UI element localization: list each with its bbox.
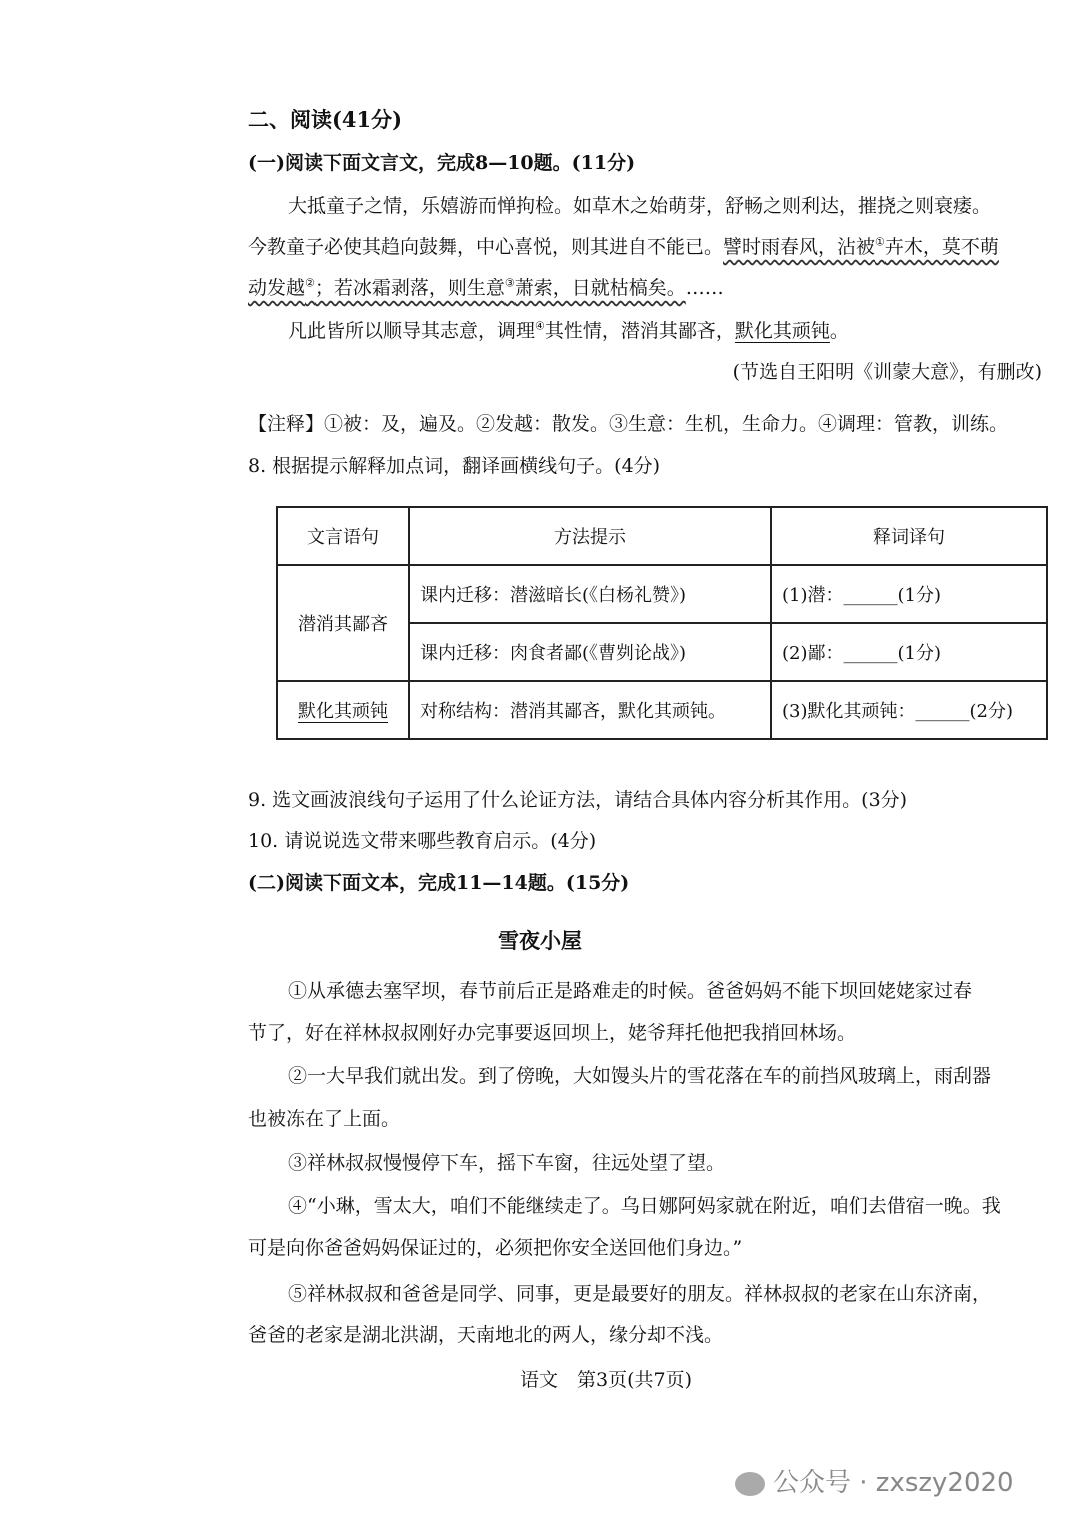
question-8: 8. 根据提示解释加点词，翻译画横线句子。(4分) — [248, 455, 661, 477]
passage-line: 动发越②；若冰霜剥落，则生意③萧索，日就枯槁矣。…… — [248, 276, 724, 299]
answer-blank: (1)潜：______(1分) — [771, 565, 1047, 623]
question-9: 9. 选文画波浪线句子运用了什么论证方法，请结合具体内容分析其作用。(3分) — [248, 789, 908, 811]
table-cell: 课内迁移：肉食者鄙(《曹刿论战》) — [409, 623, 771, 681]
table-cell: 默化其顽钝 — [277, 681, 409, 739]
story-line: ②一大早我们就出发。到了傍晚，大如馒头片的雪花落在车的前挡风玻璃上，雨刮器 — [288, 1065, 992, 1087]
table-header: 文言语句 — [277, 507, 409, 565]
source-citation: (节选自王阳明《训蒙大意》，有删改) — [732, 361, 1042, 383]
question-8-table — [276, 506, 1048, 740]
story-line: ①从承德去塞罕坝，春节前后正是路难走的时候。爸爸妈妈不能下坝回姥姥家过春 — [288, 980, 973, 1002]
page-footer: 语文 第3页(共7页) — [520, 1369, 693, 1391]
story-line: ③祥林叔叔慢慢停下车，摇下车窗，往远处望了望。 — [288, 1152, 726, 1174]
story-line: 爸爸的老家是湖北洪湖，天南地北的两人，缘分却不浅。 — [248, 1324, 724, 1346]
table-cell: 潜消其鄙吝 — [277, 565, 409, 681]
story-line: 也被冻在了上面。 — [248, 1108, 401, 1130]
wechat-icon — [735, 1472, 765, 1496]
story-line: 可是向你爸爸妈妈保证过的，必须把你安全送回他们身边。” — [248, 1237, 743, 1259]
table-header: 方法提示 — [409, 507, 771, 565]
passage-line: 凡此皆所以顺导其志意，调理④其性情，潜消其鄙吝，默化其顽钝。 — [288, 319, 849, 342]
watermark: 公众号 · zxszy2020 — [735, 1462, 1014, 1499]
table-header: 释词译句 — [771, 507, 1047, 565]
table-cell: 对称结构：潜消其鄙吝，默化其顽钝。 — [409, 681, 771, 739]
story-line: ⑤祥林叔叔和爸爸是同学、同事，更是最要好的朋友。祥林叔叔的老家在山东济南， — [288, 1283, 992, 1305]
passage-line: 大抵童子之情，乐嬉游而惮拘检。如草木之始萌芽，舒畅之则利达，摧挠之则衰痿。 — [288, 195, 992, 217]
answer-blank: (2)鄙：______(1分) — [771, 623, 1047, 681]
annotations: 【注释】①被：及，遍及。②发越：散发。③生意：生机，生命力。④调理：管教，训练。 — [248, 413, 1009, 435]
table-cell: 课内迁移：潜滋暗长(《白杨礼赞》) — [409, 565, 771, 623]
section-title: 二、阅读(41分) — [248, 107, 403, 132]
part1-heading: (一)阅读下面文言文，完成8—10题。(11分) — [248, 152, 636, 174]
story-title: 雪夜小屋 — [498, 928, 582, 953]
passage-line: 今教童子必使其趋向鼓舞，中心喜悦，则其进自不能已。譬时雨春风，沾被①卉木，莫不萌 — [248, 235, 999, 258]
story-line: ④“小琳，雪太大，咱们不能继续走了。乌日娜阿妈家就在附近，咱们去借宿一晚。我 — [288, 1195, 1001, 1217]
question-10: 10. 请说说选文带来哪些教育启示。(4分) — [248, 830, 597, 852]
story-line: 节了，好在祥林叔叔刚好办完事要返回坝上，姥爷拜托他把我捎回林场。 — [248, 1022, 857, 1044]
part2-heading: (二)阅读下面文本，完成11—14题。(15分) — [248, 872, 630, 894]
answer-blank: (3)默化其顽钝：______(2分) — [771, 681, 1047, 739]
